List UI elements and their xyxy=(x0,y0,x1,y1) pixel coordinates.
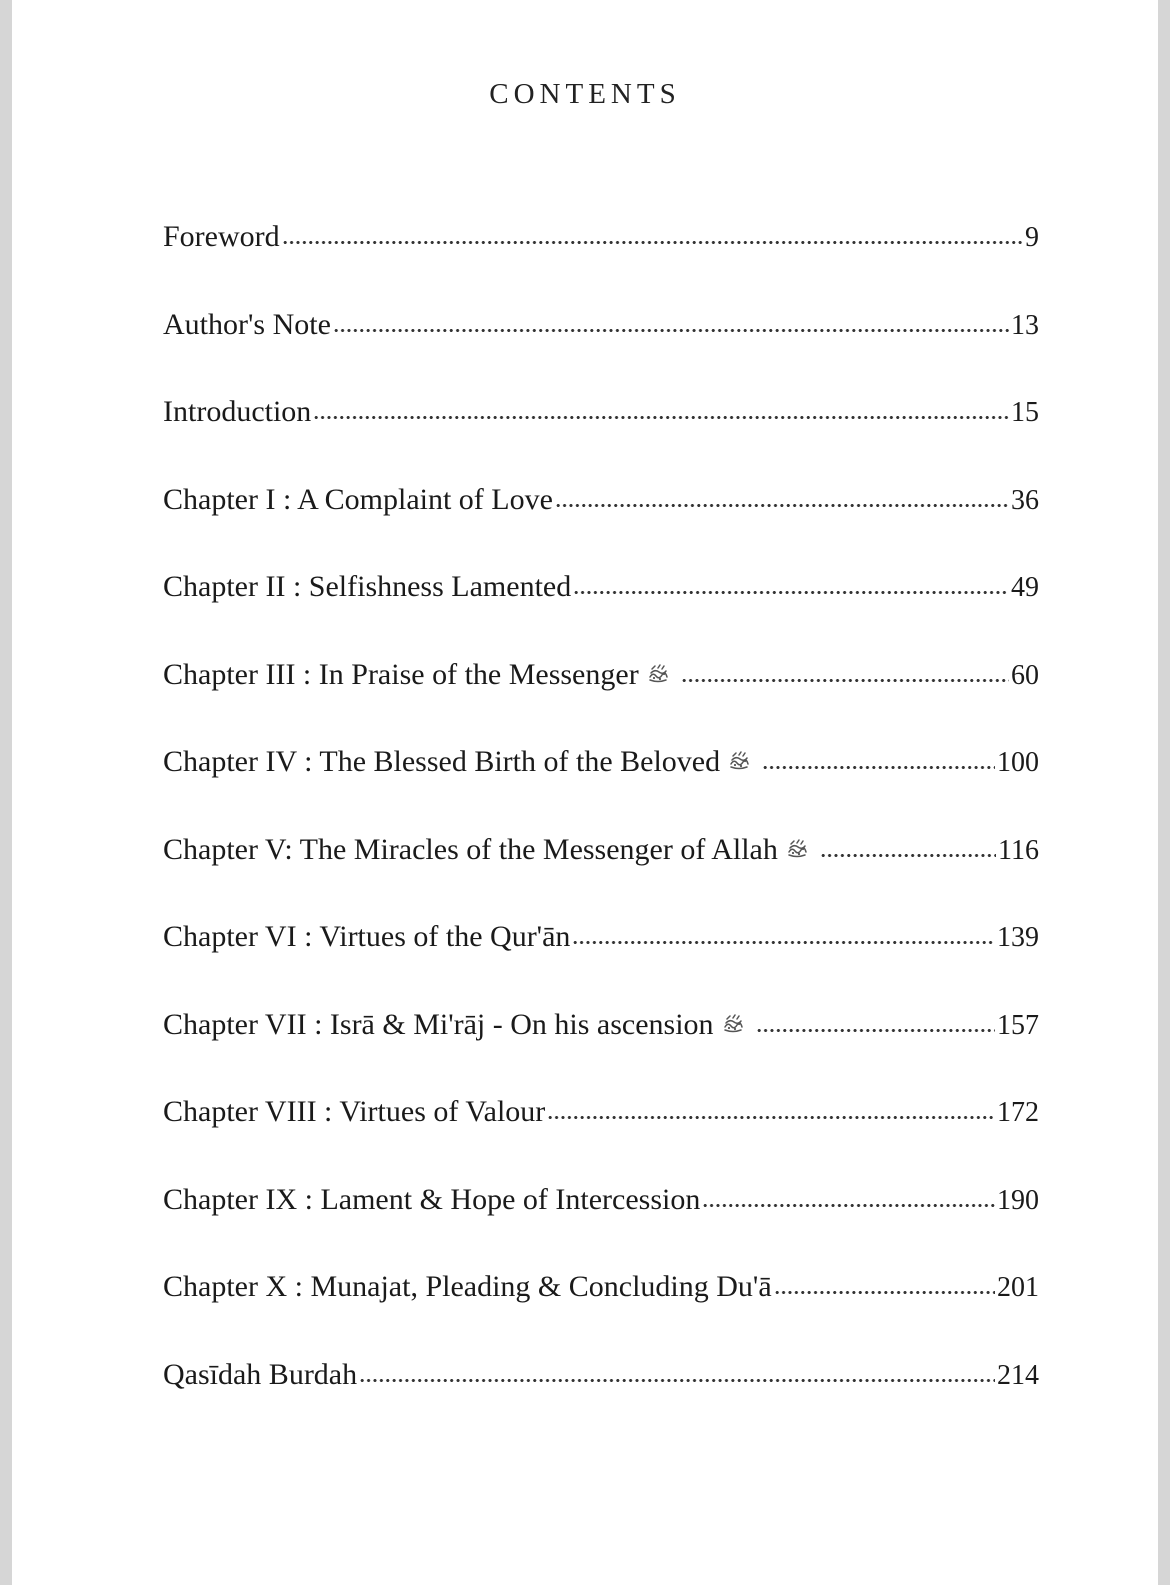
salawat-calligraphy-icon xyxy=(728,749,750,771)
toc-entry-page-number: 116 xyxy=(998,834,1039,866)
toc-entry-title: Author's Note xyxy=(163,307,331,341)
toc-entry-page-number: 139 xyxy=(997,922,1039,953)
toc-entry-title: Chapter X : Munajat, Pleading & Concluding Du'ā xyxy=(163,1270,772,1303)
toc-entry-title: Chapter IV : The Blessed Birth of the Beloved xyxy=(163,745,721,778)
dot-leader xyxy=(756,1028,995,1033)
toc-entry-title: Chapter VIII : Virtues of Valour xyxy=(163,1095,546,1128)
dot-leader xyxy=(547,1115,995,1120)
toc-entry xyxy=(163,570,1039,658)
toc-entry xyxy=(163,658,1039,746)
toc-entry-page-number: 36 xyxy=(1011,484,1039,516)
dot-leader xyxy=(702,1203,995,1208)
toc-entry xyxy=(163,220,1039,308)
toc-entry-page-number: 49 xyxy=(1011,572,1039,603)
toc-entry xyxy=(163,745,1039,833)
dot-leader xyxy=(572,940,995,945)
toc-entry-page-number: 13 xyxy=(1011,309,1039,341)
salawat-calligraphy-icon xyxy=(786,837,808,859)
toc-entry-title: Chapter V: The Miracles of the Messenger of Allah xyxy=(163,832,778,866)
toc-entry-title: Foreword xyxy=(163,220,280,253)
dot-leader xyxy=(555,503,1009,508)
dot-leader xyxy=(774,1290,995,1295)
document-page xyxy=(12,0,1158,1585)
salawat-calligraphy-icon xyxy=(647,662,669,684)
toc-entry-title: Chapter III : In Praise of the Messenger xyxy=(163,657,639,691)
toc-entry xyxy=(163,483,1039,571)
toc-entry xyxy=(163,1270,1039,1358)
toc-entry-title: Chapter IX : Lament & Hope of Intercession xyxy=(163,1182,701,1216)
toc-entry-page-number: 190 xyxy=(997,1184,1039,1216)
toc-entry xyxy=(163,833,1039,921)
table-of-contents xyxy=(163,220,1039,1445)
toc-entry-page-number: 157 xyxy=(997,1009,1039,1041)
dot-leader xyxy=(820,853,996,858)
toc-entry xyxy=(163,920,1039,1008)
toc-entry xyxy=(163,1008,1039,1096)
toc-entry-page-number: 214 xyxy=(997,1359,1039,1391)
toc-entry-page-number: 201 xyxy=(997,1272,1039,1303)
toc-entry xyxy=(163,395,1039,483)
toc-entry xyxy=(163,308,1039,396)
toc-entry-page-number: 15 xyxy=(1011,397,1039,428)
toc-entry-page-number: 100 xyxy=(997,747,1039,778)
dot-leader xyxy=(762,765,995,770)
toc-entry-title: Qasīdah Burdah xyxy=(163,1357,358,1391)
dot-leader xyxy=(359,1378,995,1383)
toc-entry-title: Introduction xyxy=(163,395,312,428)
toc-entry-page-number: 172 xyxy=(997,1097,1039,1128)
toc-entry-page-number: 60 xyxy=(1011,659,1039,691)
dot-leader xyxy=(282,240,1023,245)
toc-entry-title: Chapter II : Selfishness Lamented xyxy=(163,570,572,603)
toc-entry xyxy=(163,1095,1039,1183)
dot-leader xyxy=(573,590,1009,595)
toc-entry-page-number: 9 xyxy=(1025,222,1039,253)
toc-entry-title: Chapter VI : Virtues of the Qur'ān xyxy=(163,920,571,953)
toc-entry-title: Chapter VII : Isrā & Mi'rāj - On his ascension xyxy=(163,1007,714,1041)
toc-entry xyxy=(163,1183,1039,1271)
toc-entry xyxy=(163,1358,1039,1446)
toc-entry-title: Chapter I : A Complaint of Love xyxy=(163,482,553,516)
dot-leader xyxy=(681,678,1009,683)
page-title: CONTENTS xyxy=(489,78,681,110)
salawat-calligraphy-icon xyxy=(722,1012,744,1034)
dot-leader xyxy=(313,415,1009,420)
dot-leader xyxy=(333,328,1009,333)
